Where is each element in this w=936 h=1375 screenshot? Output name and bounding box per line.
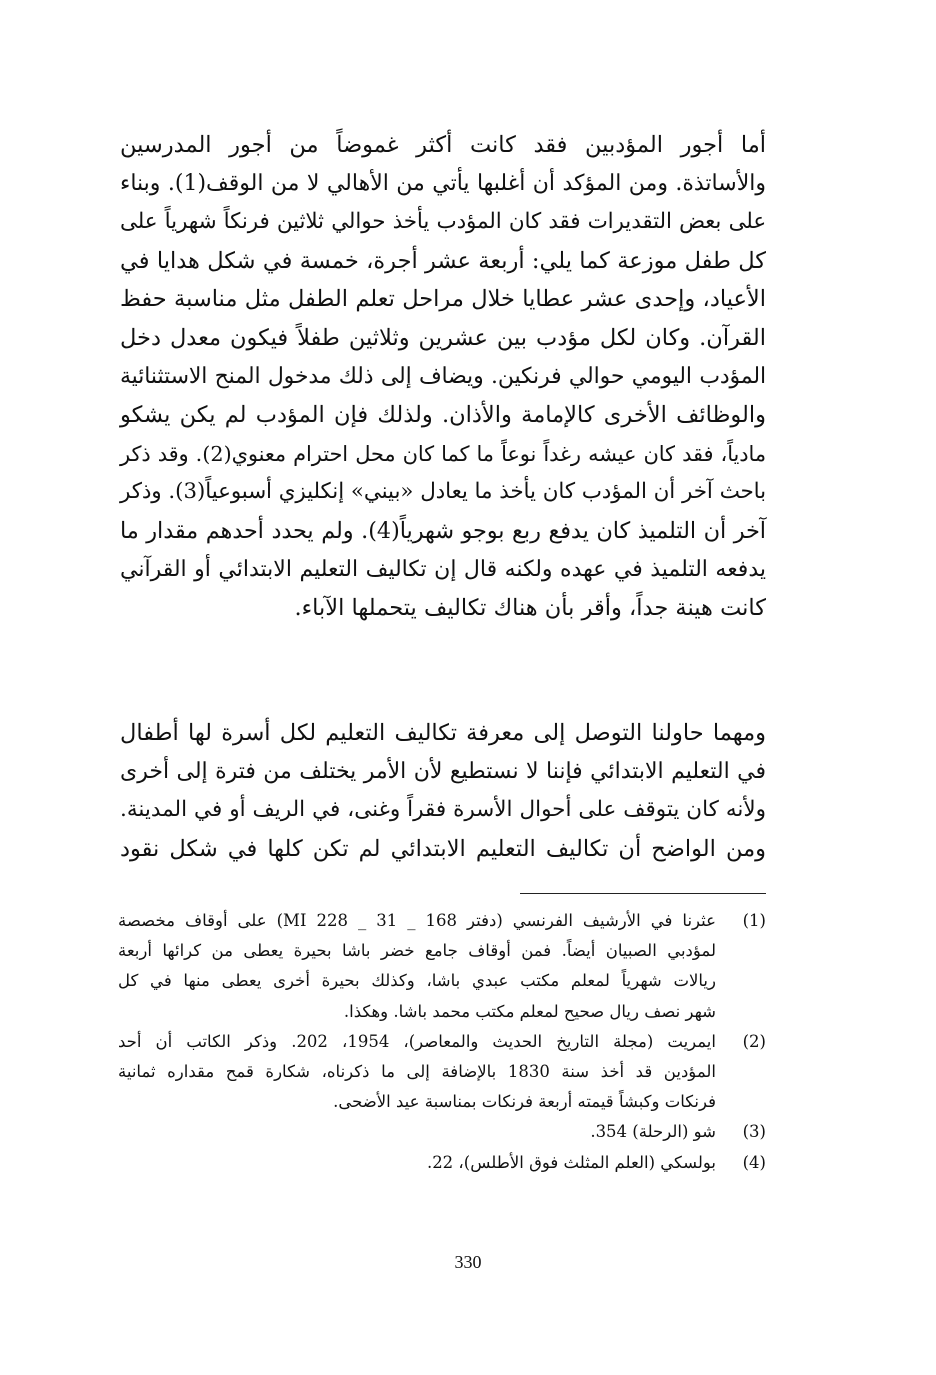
footnote-number: (1) [742,911,766,930]
text-line: المؤدب اليومي حوالي فرنكين. ويضاف إلى ذلك مدخول المنح الاستثنائية [120,363,766,389]
text-line: مادياً، فقد كان عيشه رغداً نوعاً ما كما كان محل احترام معنوي(2). وقد ذكر [120,441,766,466]
paragraph-1 [120,126,766,628]
footnote-line: شو (الرحلة) 354. [590,1122,716,1142]
text-line: والوظائف الأخرى كالإمامة والأذان. ولذلك فإن المؤدب لم يكن يشكو [120,402,766,429]
text-line: ومهما حاولنا التوصل إلى معرفة تكاليف التعليم لكل أسرة لها أطفال [120,720,766,746]
page-number: 330 [454,1252,482,1272]
footnotes [118,906,766,1178]
text-line: كل طفل موزعة كما يلي: أربعة عشر أجرة، خمسة في شكل هدايا في [120,247,766,274]
footnote-line: فرنكات وكبشاً قيمته أربعة فرنكات بمناسبة عيد الأضحى. [333,1092,716,1112]
paragraph-2 [120,714,766,868]
text-line: ومن الواضح أن تكاليف التعليم الابتدائي لم تكن كلها في شكل نقود [120,835,766,862]
footnote-4 [118,1148,766,1178]
text-line: الأعياد، وإحدى عشر عطايا خلال مراحل تعلم الطفل مثل مناسبة حفظ [120,286,766,313]
footnote-3 [118,1117,766,1147]
footnote-line: المؤدين قد أخذ سنة 1830 بالإضافة إلى ما ذكرناه، شكارة قمح مقداره ثمانية [118,1062,716,1082]
text-line: والأساتذة. ومن المؤكد أن أغلبها يأتي من الأهالي لا من الوقف(1). وبناء [120,170,766,196]
footnote-number: (4) [742,1152,766,1172]
text-line: في التعليم الابتدائي فإننا لا نستطيع لأن الأمر يختلف من فترة إلى أخرى [120,758,766,784]
text-line: القرآن. وكان لكل مؤدب بين عشرين وثلاثين طفلاً فيكون معدل دخل [120,324,766,351]
footnote-line: ريالات شهرياً لمعلم مكتب عبدي باشا، وكذلك بحيرة أخرى يعطى منها في كل [118,971,716,991]
text-line: آخر أن التلميذ كان يدفع ربع بوجو شهرياً(4). ولم يحدد أحدهم مقدار ما [120,517,766,544]
text-line: ولأنه كان يتوقف على أحوال الأسرة فقراً وغنى، في الريف أو في المدينة. [120,797,766,823]
footnote-1 [118,906,766,1027]
footnote-line: بولسكي (العلم المثلث فوق الأطلس)، 22. [426,1152,716,1172]
text-line: أما أجور المؤدبين فقد كانت أكثر غموضاً من أجور المدرسين [120,132,766,158]
text-line: باحث آخر أن المؤدب كان يأخذ ما يعادل «بيني» إنكليزي أسبوعياً(3). وذكر [120,479,766,505]
footnote-number: (3) [742,1122,766,1142]
text-line: يدفعه التلميذ في عهده ولكنه قال إن تكاليف التعليم الابتدائي أو القرآني [120,556,766,582]
footnote-line: ايمريت (مجلة التاريخ الحديث والمعاصر)، 1954، 202. وذكر الكاتب أن أحد [118,1031,716,1051]
text-line: على بعض التقديرات فقد كان المؤدب يأخذ حوالي ثلاثين فرنكاً شهرياً على [120,209,766,235]
footnote-separator [520,893,766,894]
footnote-number: (2) [742,1031,766,1051]
footnote-line: شهر نصف ريال صحيح لمعلم مكتب محمد باشا. وهكذا. [343,1001,716,1021]
text-line: كانت هينة جداً، وأقر بأن هناك تكاليف يتحملها الآباء. [294,595,766,622]
footnote-line: لمؤدبي الصبيان أيضاً. فمن أوقاف جامع خضر باشا بحيرة يعطى من كرائها أربعة [118,941,716,961]
footnote-2 [118,1027,766,1118]
footnote-line: عثرنا في الأرشيف الفرنسي (دفتر 168 _ 31 _ 228 MI) على أوقاف مخصصة [118,911,716,930]
